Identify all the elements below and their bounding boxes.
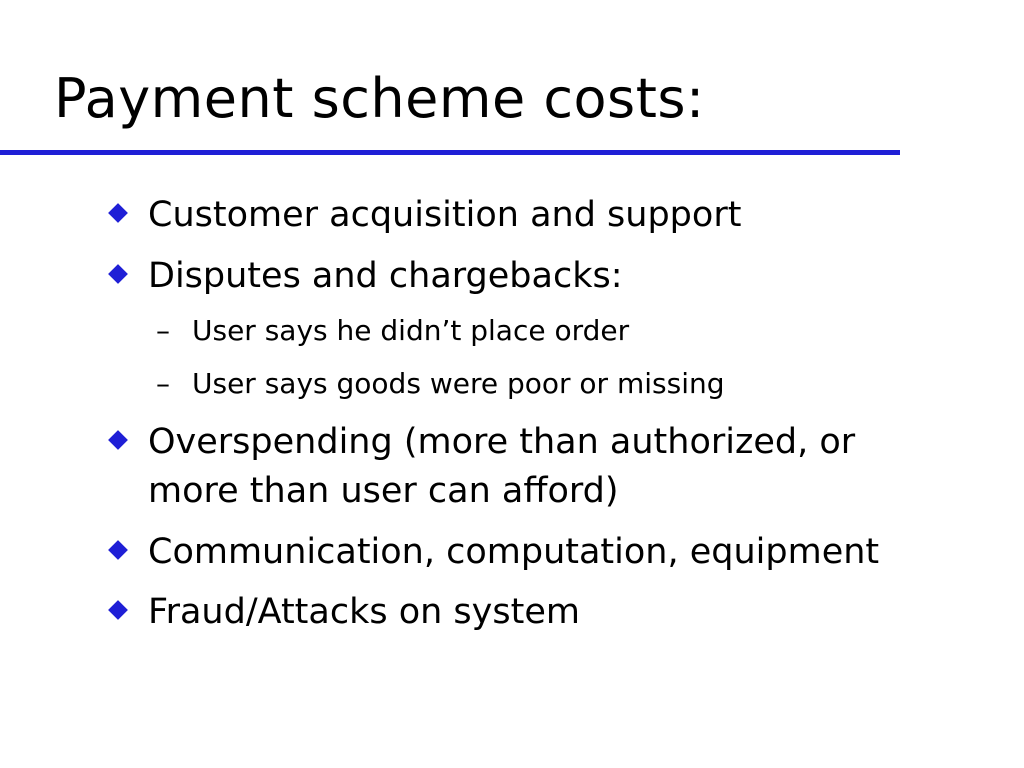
bullet-text: Overspending (more than authorized, or [148, 422, 856, 462]
slide-title: Payment scheme costs: [54, 67, 705, 130]
diamond-bullet-icon [108, 600, 128, 620]
bullet-item-overspending [148, 419, 855, 465]
dash-marker: – [156, 367, 170, 400]
sub-item-goods-poor [156, 366, 725, 402]
bullet-text: Disputes and chargebacks: [148, 256, 623, 296]
bullet-item-disputes [148, 253, 623, 299]
diamond-bullet-icon [108, 540, 128, 560]
diamond-bullet-icon [108, 203, 128, 223]
sub-item-text: User says goods were poor or missing [192, 367, 725, 400]
sub-item-text: User says he didn’t place order [192, 314, 630, 347]
bullet-text-continued: more than user can afford) [148, 471, 619, 511]
sub-item-didnt-place-order [156, 313, 630, 349]
bullet-item-communication [148, 529, 879, 575]
diamond-bullet-icon [108, 430, 128, 450]
dash-marker: – [156, 314, 170, 347]
bullet-text: Communication, computation, equipment [148, 532, 880, 572]
bullet-item-customer-acquisition [148, 192, 741, 238]
bullet-item-overspending-continued [148, 468, 619, 514]
diamond-bullet-icon [108, 264, 128, 284]
bullet-text: Customer acquisition and support [148, 195, 742, 235]
bullet-text: Fraud/Attacks on system [148, 592, 580, 632]
bullet-item-fraud [148, 589, 580, 635]
